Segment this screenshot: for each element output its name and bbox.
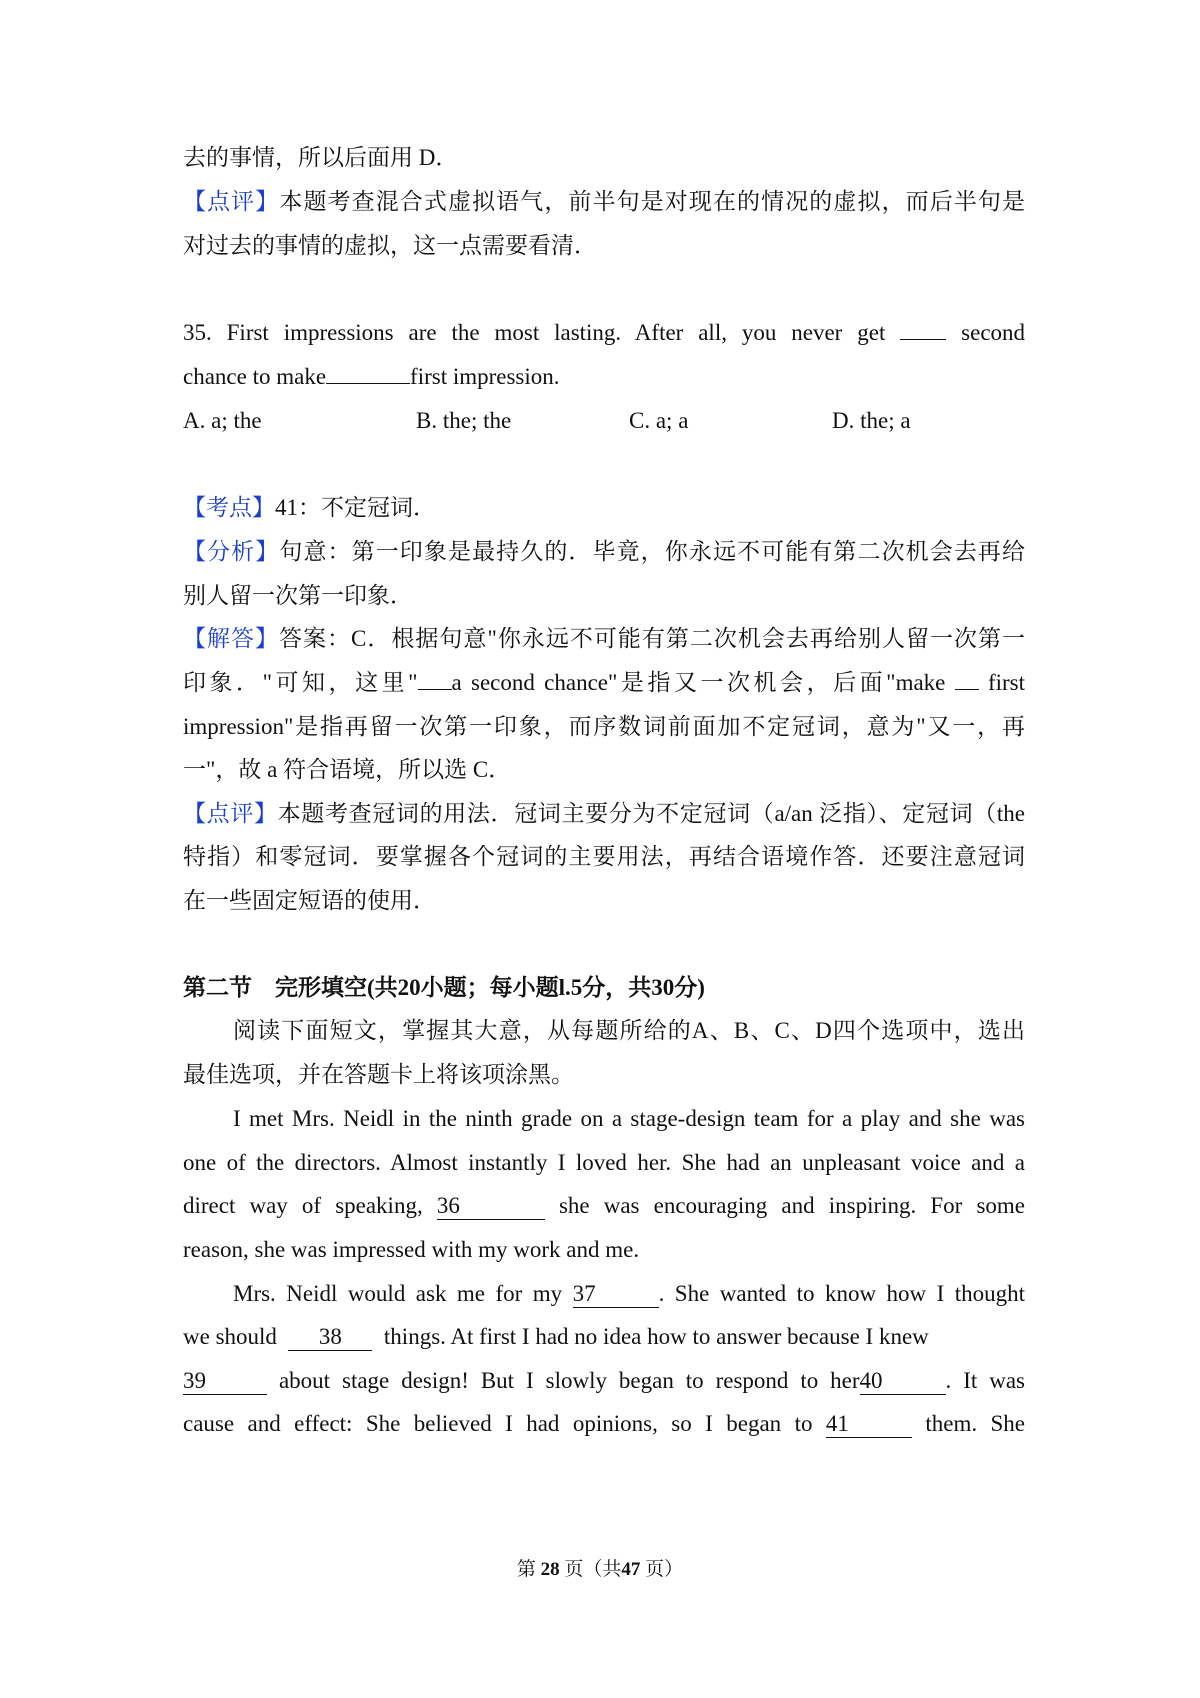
text: 别人留一次第一印象．	[183, 583, 413, 608]
text: 本题考查混合式虚拟语气，前半句是对现在的情况的虚拟，而后半句是	[279, 189, 1026, 214]
cloze-blank-40: 40	[860, 1368, 946, 1395]
passage-line	[183, 1189, 1025, 1223]
footer-text: 页（共	[564, 1559, 622, 1580]
fenxi-tag: 【分析】	[183, 539, 280, 564]
cloze-blank-36: 36	[437, 1193, 545, 1220]
instruction-line	[183, 1058, 1025, 1092]
text: 一"，故 a 符合语境，所以选 C．	[183, 757, 512, 782]
text: cause and effect: She believed I had opinions, so I began to	[183, 1411, 813, 1436]
text: 句意：第一印象是最持久的．毕竟，你永远不可能有第二次机会去再给	[279, 539, 1026, 564]
question-text: 35. First impressions are the most lasting. After all, you never get	[183, 320, 886, 345]
text: I met Mrs. Neidl in the ninth grade on a stage-design team for a play and she was	[233, 1106, 1025, 1131]
text: 去的事情，所以后面用 D．	[183, 145, 459, 170]
text: 特指）和零冠词．要掌握各个冠词的主要用法，再结合语境作答．还要注意冠词	[183, 844, 1025, 869]
cloze-blank-37: 37	[573, 1281, 659, 1308]
text: 阅读下面短文，掌握其大意，从每题所给的A、B、C、D四个选项中，选出	[233, 1018, 1025, 1043]
question-stem	[183, 316, 1025, 350]
question-text: chance to make	[183, 364, 327, 389]
text-line	[183, 840, 1025, 874]
options-row	[183, 404, 1025, 438]
text: 本题考查冠词的用法．冠词主要分为不定冠词（a/an 泛指）、定冠词（the	[277, 801, 1026, 826]
text-line	[183, 229, 1025, 263]
text: impression"是指再留一次第一印象，而序数词前面加不定冠词，意为"又一，再	[183, 714, 1025, 739]
text: one of the directors. Almost instantly I loved her. She had an unpleasant voice and a	[183, 1150, 1025, 1175]
text: . She wanted to know how I thought	[658, 1281, 1026, 1306]
text: she was encouraging and inspiring. For some	[558, 1193, 1026, 1218]
kaodian-line	[183, 491, 1025, 525]
jieda-tag: 【解答】	[183, 626, 280, 651]
passage-line	[233, 1102, 1025, 1136]
text: . It was	[945, 1368, 1025, 1393]
passage-line	[183, 1320, 1025, 1354]
text-line	[183, 753, 1025, 787]
comment-line	[183, 185, 1025, 219]
text: 最佳选项，并在答题卡上将该项涂黑。	[183, 1062, 574, 1087]
option-d: D. the; a	[832, 408, 911, 433]
answer-blank	[418, 689, 452, 690]
kaodian-tag: 【考点】	[183, 495, 275, 520]
text-line	[183, 579, 1025, 613]
text: 在一些固定短语的使用．	[183, 888, 436, 913]
answer-blank	[900, 339, 946, 340]
text: direct way of speaking,	[183, 1193, 423, 1218]
question-text: first impression.	[410, 364, 560, 389]
text: them. She	[925, 1411, 1026, 1436]
passage-line	[233, 1277, 1025, 1311]
text: 答案：C．根据句意"你永远不可能有第二次机会去再给别人留一次第一	[279, 626, 1025, 651]
cloze-blank-38: 38	[288, 1324, 372, 1351]
option-b: B. the; the	[416, 408, 512, 433]
footer-text: 页）	[645, 1559, 684, 1580]
total-pages: 47	[621, 1559, 641, 1580]
text: 印象．"可知，这里"	[183, 670, 418, 695]
option-a: A. a; the	[183, 408, 262, 433]
passage-line	[183, 1233, 1025, 1267]
footer-text: 第	[516, 1559, 536, 1580]
text: things. At first I had no idea how to answer because I knew	[383, 1324, 929, 1349]
answer-blank	[955, 689, 979, 690]
heading-text: 第二节 完形填空(共20小题；每小题l.5分，共30分)	[183, 975, 705, 1000]
text: 对过去的事情的虚拟，这一点需要看清．	[183, 233, 597, 258]
cloze-blank-39: 39	[183, 1368, 267, 1395]
answer-blank	[326, 383, 410, 384]
instruction-line	[233, 1014, 1025, 1048]
text: reason, she was impressed with my work and me.	[183, 1237, 640, 1262]
jieda-line	[183, 622, 1025, 656]
question-text: second	[961, 320, 1026, 345]
passage-line	[183, 1407, 1025, 1441]
dianping-tag: 【点评】	[183, 801, 278, 826]
text: about stage design! But I slowly began to respond to her	[278, 1368, 860, 1393]
text: Mrs. Neidl would ask me for my	[233, 1281, 563, 1306]
passage-line	[183, 1364, 1025, 1398]
text: first	[987, 670, 1026, 695]
passage-line	[183, 1146, 1025, 1180]
comment-tag: 【点评】	[183, 189, 280, 214]
fenxi-line	[183, 535, 1025, 569]
text-line	[183, 710, 1025, 744]
text-line	[183, 884, 1025, 918]
text-line	[183, 666, 1025, 700]
dianping-line	[183, 797, 1025, 831]
text: 41：不定冠词．	[275, 495, 436, 520]
page-footer	[0, 1557, 1200, 1583]
option-c: C. a; a	[629, 408, 689, 433]
question-stem	[183, 360, 1025, 394]
text-line	[183, 141, 1025, 175]
section-heading	[183, 971, 1025, 1005]
text: a second chance"是指又一次机会，后面"make	[451, 670, 946, 695]
cloze-blank-41: 41	[826, 1411, 912, 1438]
page-number: 28	[540, 1559, 560, 1580]
text: we should	[183, 1324, 277, 1349]
